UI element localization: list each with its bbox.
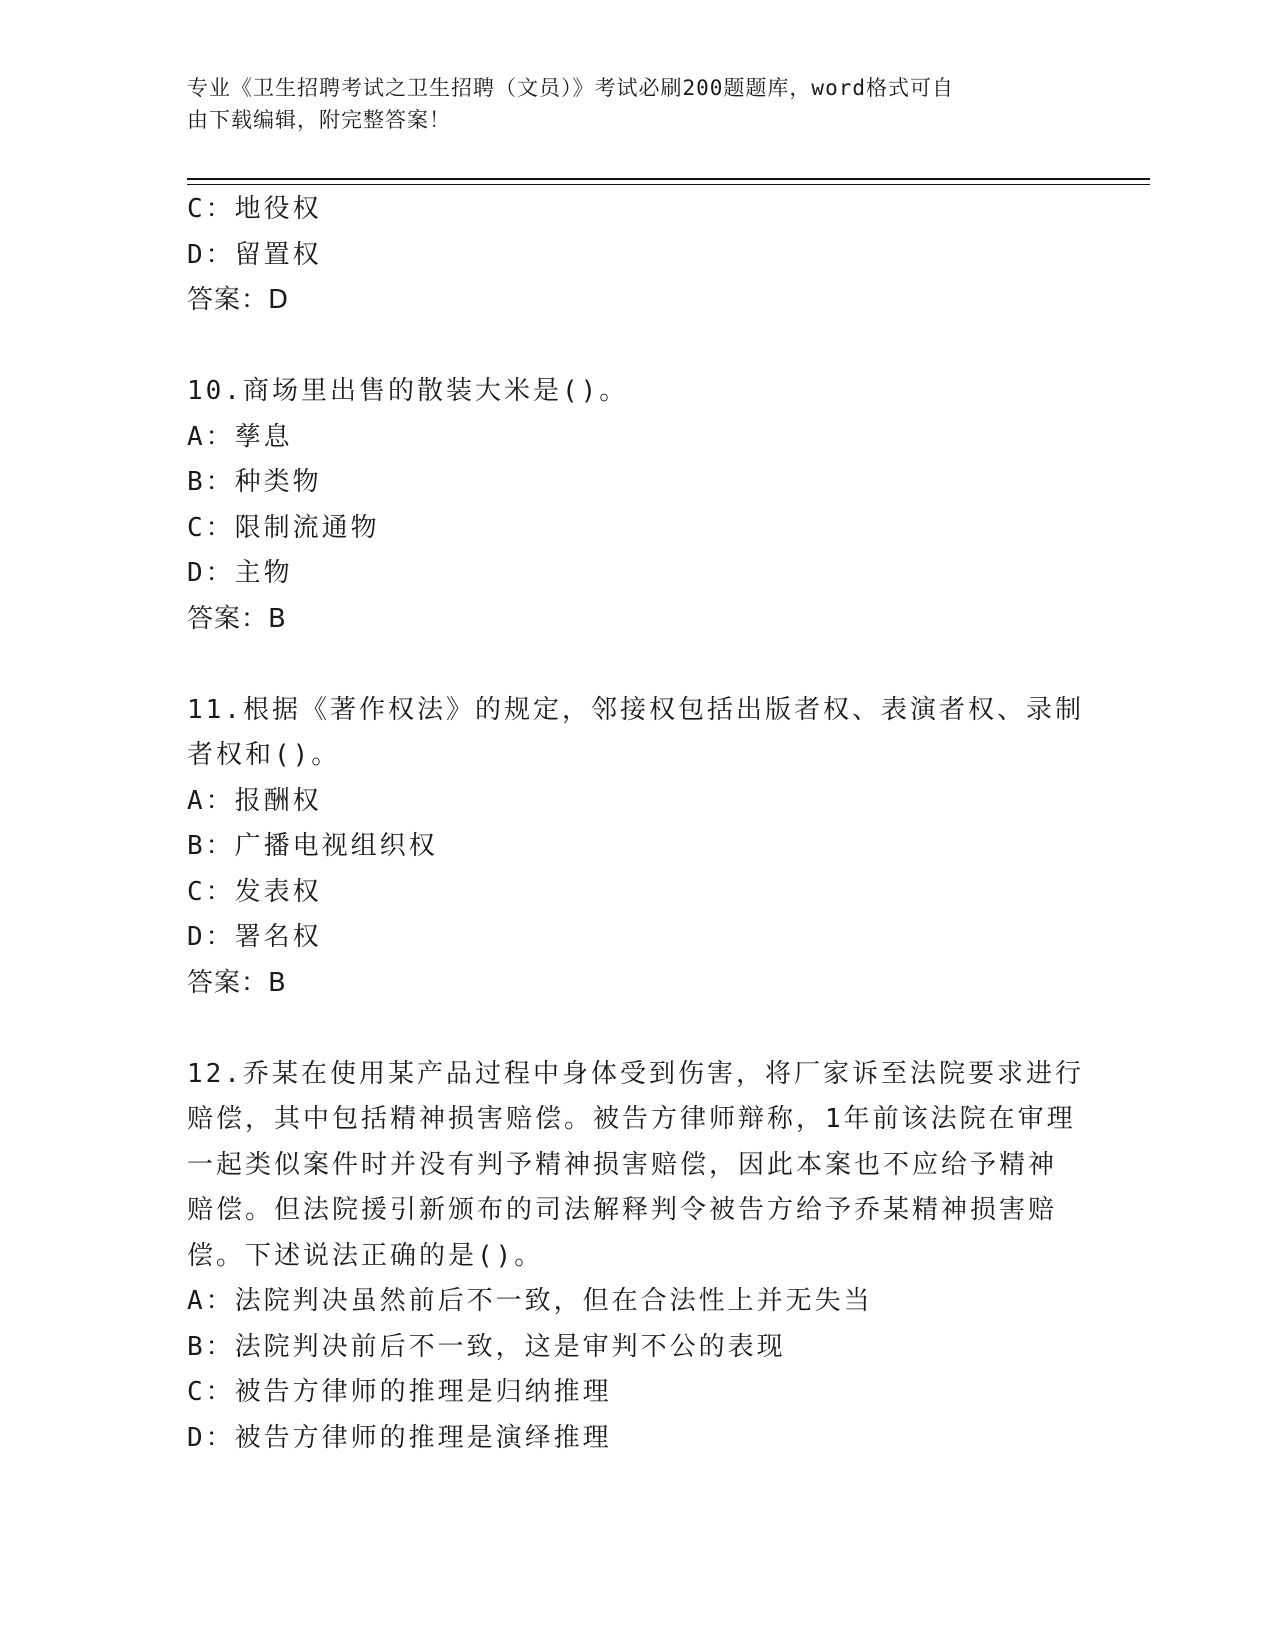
header-line-1: 专业《卫生招聘考试之卫生招聘（文员）》考试必刷200题题库，word格式可自 (187, 76, 954, 100)
question-10 (187, 369, 1087, 642)
question-stem-line-1: 11.根据《著作权法》的规定，邻接权包括出版者权、表演者权、录制 (187, 694, 1084, 725)
answer-line: 答案：D (187, 285, 290, 315)
option-c: C：限制流通物 (187, 512, 380, 543)
option-b: B：法院判决前后不一致，这是审判不公的表现 (187, 1331, 786, 1362)
option-c: C：地役权 (187, 194, 322, 224)
option-d: D：主物 (187, 558, 293, 588)
spacer (187, 642, 1087, 688)
question-list (187, 187, 1087, 1461)
question-12 (187, 1052, 1087, 1462)
option-a: A：报酬权 (187, 785, 322, 816)
question-stem-line-2: 赔偿，其中包括精神损害赔偿。被告方律师辩称，1年前该法院在审理 (187, 1104, 1076, 1134)
answer-line: 答案：B (187, 603, 287, 634)
option-d: D：被告方律师的推理是演绎推理 (187, 1422, 612, 1453)
option-c: C：发表权 (187, 876, 322, 907)
option-a: A：孳息 (187, 421, 293, 452)
spacer (187, 1006, 1087, 1052)
header-divider-thick (187, 178, 1150, 180)
question-stem-line-1: 12.乔某在使用某产品过程中身体受到伤害，将厂家诉至法院要求进行 (187, 1058, 1084, 1089)
header-line-2: 由下载编辑，附完整答案！ (187, 108, 451, 132)
answer-line: 答案：B (187, 967, 287, 998)
option-b: B：广播电视组织权 (187, 831, 438, 861)
option-d: D：留置权 (187, 239, 322, 270)
question-stem-line-2: 者权和()。 (187, 740, 341, 770)
question-stem: 10.商场里出售的散装大米是()。 (187, 376, 629, 406)
question-stem-line-3: 一起类似案件时并没有判予精神损害赔偿，因此本案也不应给予精神 (187, 1149, 1058, 1180)
question-11 (187, 688, 1087, 1007)
option-b: B：种类物 (187, 467, 322, 497)
option-d: D：署名权 (187, 922, 322, 952)
question-stem-line-4: 赔偿。但法院援引新颁布的司法解释判令被告方给予乔某精神损害赔 (187, 1195, 1058, 1225)
header-divider-thin (187, 184, 1150, 185)
question-9 (187, 187, 1087, 324)
option-c: C：被告方律师的推理是归纳推理 (187, 1377, 612, 1407)
document-header (187, 72, 1067, 136)
option-a: A：法院判决虽然前后不一致，但在合法性上并无失当 (187, 1286, 873, 1316)
spacer (187, 324, 1087, 370)
question-stem-line-5: 偿。下述说法正确的是()。 (187, 1240, 544, 1271)
